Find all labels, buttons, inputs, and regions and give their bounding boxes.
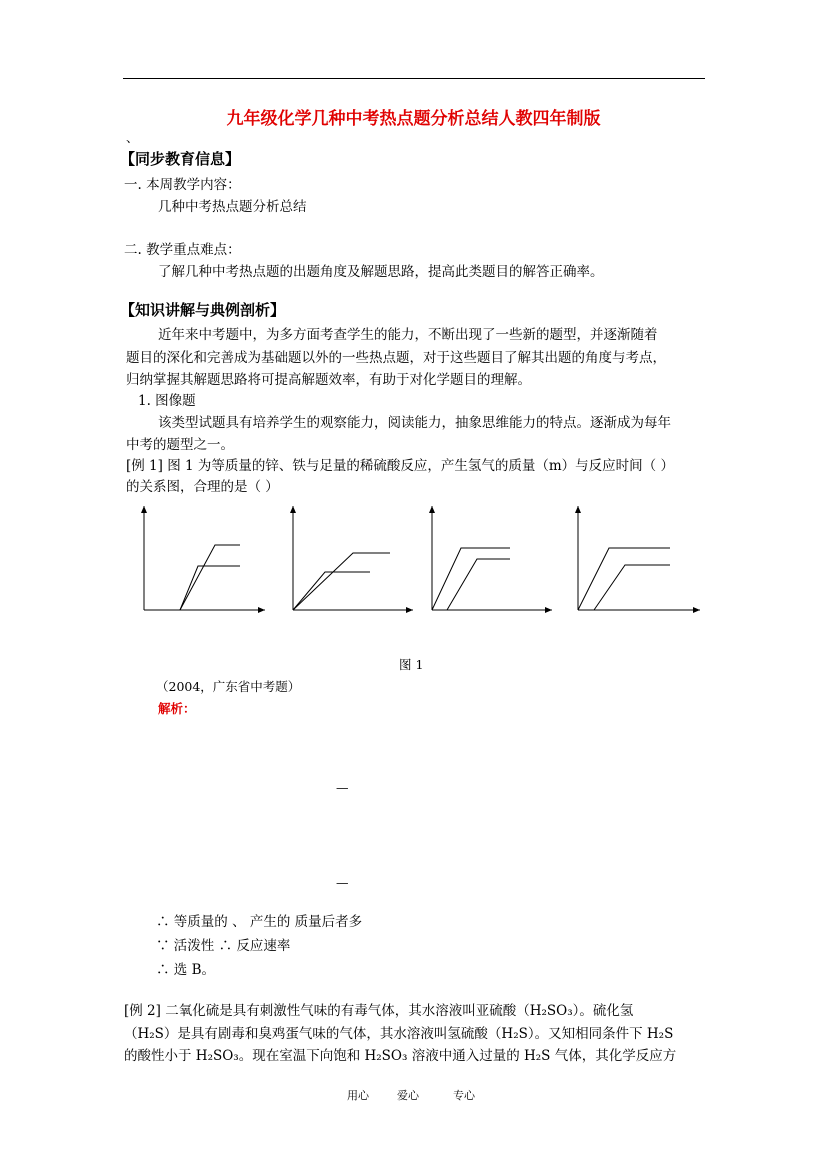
example2-line-3: 的酸性小于 H₂SO₃。现在室温下向饱和 H₂SO₃ 溶液中通入过量的 H₂S 气体，其化学反应方: [124, 1048, 677, 1064]
intro-line-2: 题目的深化和完善成为基础题以外的一些热点题，对于这些题目了解其出题的角度与考点，: [126, 350, 666, 366]
item2-text: 了解几种中考热点题的出题角度及解题思路，提高此类题目的解答正确率。: [158, 264, 604, 280]
section-heading-sync: 【同步教育信息】: [120, 150, 241, 168]
graph-option-d: [578, 506, 700, 610]
graph-option-c: [432, 506, 552, 610]
footer-word-3: 专心: [453, 1089, 475, 1102]
conclusion-line-1: ∴ 等质量的 、 产生的 质量后者多: [156, 914, 363, 930]
figure-1-caption: 图 1: [399, 657, 424, 672]
item1-text: 几种中考热点题分析总结: [158, 199, 307, 215]
document-title: 九年级化学几种中考热点题分析总结人教四年制版: [226, 109, 601, 129]
figure-1: [120, 498, 720, 618]
intro-line-1: 近年来中考题中，为多方面考查学生的能力，不断出现了一些新的题型，并逐渐随着: [158, 327, 658, 343]
analysis-label: 解析：: [158, 701, 196, 716]
section-heading-knowledge: 【知识讲解与典例剖析】: [120, 301, 286, 319]
graph-option-a: [144, 506, 265, 610]
figure-1-graphs: [120, 498, 720, 618]
stray-mark: 、: [126, 130, 139, 145]
intro-line-3: 归纳掌握其解题思路将可提高解题效率，有助于对化学题目的理解。: [126, 372, 531, 388]
graph-option-b: [293, 506, 413, 610]
conclusion-line-3: ∴ 选 B。: [156, 962, 216, 978]
header-rule: [123, 78, 705, 79]
example2-line-2: （H₂S）是具有剧毒和臭鸡蛋气味的气体，其水溶液叫氢硫酸（H₂S）。又知相同条件下 H₂S: [124, 1026, 674, 1042]
footer-word-1: 用心: [347, 1089, 369, 1102]
fraction-bar-2: —: [336, 875, 349, 890]
graph-intro-line-1: 该类型试题具有培养学生的观察能力，阅读能力，抽象思维能力的特点。逐渐成为每年: [158, 415, 671, 431]
example1-source: （2004，广东省中考题）: [156, 679, 301, 694]
graph-intro-line-2: 中考的题型之一。: [126, 437, 234, 453]
item2-label: 二. 教学重点难点：: [124, 242, 241, 258]
subsection-graph-label: 1. 图像题: [138, 393, 196, 409]
example1-line-1: [例 1] 图 1 为等质量的锌、铁与足量的稀硫酸反应，产生氢气的质量（m）与反应时间（ ）: [126, 458, 674, 474]
footer-word-2: 爱心: [397, 1089, 419, 1102]
item1-label: 一. 本周教学内容：: [124, 177, 241, 193]
fraction-bar-1: —: [336, 780, 349, 795]
example1-line-2: 的关系图，合理的是（ ）: [126, 479, 279, 495]
conclusion-line-2: ∵ 活泼性 ∴ 反应速率: [156, 938, 291, 954]
example2-line-1: [例 2] 二氧化硫是具有刺激性气味的有毒气体，其水溶液叫亚硫酸（H₂SO₃）。硫化氢: [124, 1003, 634, 1019]
